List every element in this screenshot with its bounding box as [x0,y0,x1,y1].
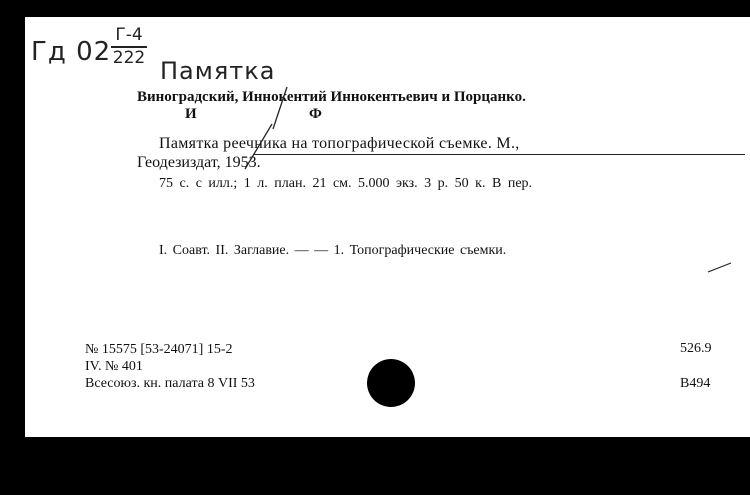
series: IV. № 401 [85,359,143,374]
heading-initial-left: И [185,106,197,122]
code: В494 [680,376,711,391]
physical-description: 75 с. с илл.; 1 л. план. 21 см. 5.000 экз. 3 р. 50 к. В пер. [159,176,533,191]
shelfmark-numerator: Г-4 [115,25,143,45]
shelfmark-denominator: 222 [112,48,146,68]
pencil-slash-1 [273,87,287,129]
class-number: 526.9 [680,341,712,356]
shelfmark-prefix: Гд 02 [31,37,112,67]
record-number: № 15575 [53-24071] 15-2 [85,342,233,357]
book-chamber: Всесоюз. кн. палата 8 VII 53 [85,376,255,391]
handwritten-title: Памятка [160,57,276,85]
title-line: Памятка реечника на топографической съемке. М., [159,135,520,152]
heading-authors: Виноградский, Иннокентий Иннокентьевич и Порцанко. [137,89,526,105]
publisher-line: Геодезиздат, 1953. [137,154,261,171]
tracings: I. Соавт. II. Заглавие. — — 1. Топографические съемки. [159,243,507,258]
pencil-marks [25,17,750,437]
pencil-slash-2 [245,124,272,169]
catalog-card [25,17,750,437]
pencil-tick [708,263,731,272]
heading-initial-right: Ф [309,106,322,122]
